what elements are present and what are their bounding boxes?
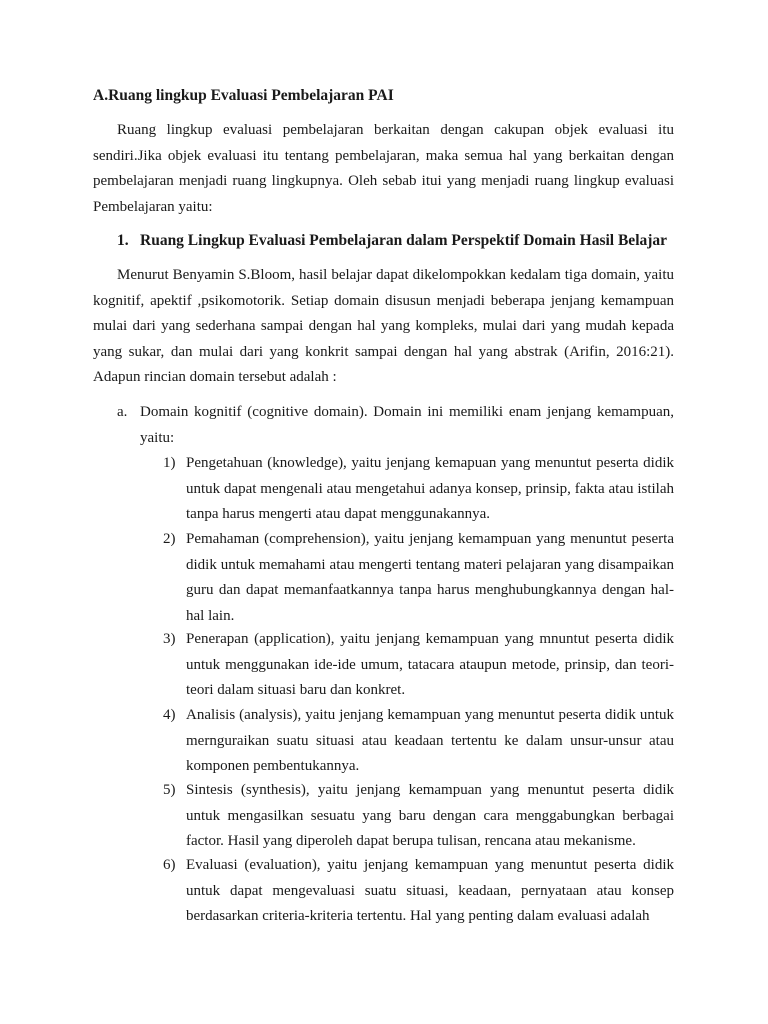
list-item <box>163 778 674 855</box>
list-item-text: Pemahaman (comprehension), yaitu jenjang kemampuan yang menuntut peserta didik untuk memahami atau mengerti tentang materi pelajaran yang disampaikan guru dan dapat memanfaatkannya tanpa harus menghubungkannya dengan hal-hal lain. <box>186 531 674 624</box>
list-item-text: Sintesis (synthesis), yaitu jenjang kemampuan yang menuntut peserta didik untuk mengasilkan sesuatu yang baru dengan cara menggabungkan berbagai factor. Hasil yang diperoleh dapat berupa tulisan, rencana atau mekanisme. <box>186 782 674 849</box>
subsection-title: Ruang Lingkup Evaluasi Pembelajaran dalam Perspektif Domain Hasil Belajar <box>140 232 668 249</box>
list-item <box>163 853 674 930</box>
bloom-paragraph: Menurut Benyamin S.Bloom, hasil belajar dapat dikelompokkan kedalam tiga domain, yaitu kognitif, apektif ,psikomotorik. Setiap domain disusun menjadi beberapa jenjang kemampuan mulai dari yang sederhana sampai dengan hal yang kompleks, mulai dari yang mudah kepada yang sukar, dan mulai dari yang konkrit sampai dengan hal yang abstrak (Arifin, 2016:21). Adapun rincian domain tersebut adalah : <box>93 267 674 385</box>
list-item-text: Domain kognitif (cognitive domain). Domain ini memiliki enam jenjang kemampuan, yaitu: <box>140 404 674 446</box>
list-item-text: Evaluasi (evaluation), yaitu jenjang kemampuan yang menuntut peserta didik untuk dapat mengevaluasi suatu situasi, keadaan, pernyataan atau konsep berdasarkan criteria-kriteria tertentu. Hal yang penting dalam evaluasi adalah <box>186 857 674 924</box>
list-marker: 2) <box>163 531 176 547</box>
list-marker: a. <box>117 404 128 420</box>
subsection-heading <box>117 232 667 250</box>
list-marker: 1) <box>163 455 176 471</box>
list-item-a <box>117 400 674 451</box>
list-marker: 4) <box>163 707 176 723</box>
list-item-text: Penerapan (application), yaitu jenjang kemampuan yang mnuntut peserta didik untuk menggunakan ide-ide umum, tatacara ataupun metode, prinsip, dan teori-teori dalam situasi baru dan konkret. <box>186 631 674 698</box>
list-marker: 5) <box>163 782 176 798</box>
list-marker: 3) <box>163 631 176 647</box>
list-item-text: Analisis (analysis), yaitu jenjang kemampuan yang menuntut peserta didik untuk mernguraikan suatu situasi atau keadaan tertentu ke dalam unsur-unsur atau komponen pembentukannya. <box>186 707 674 774</box>
list-item <box>163 527 674 629</box>
section-heading: A.Ruang lingkup Evaluasi Pembelajaran PAI <box>93 87 394 104</box>
list-item <box>163 451 674 528</box>
subsection-number: 1. <box>117 232 129 249</box>
list-item <box>163 627 674 704</box>
list-marker: 6) <box>163 857 176 873</box>
intro-paragraph: Ruang lingkup evaluasi pembelajaran berkaitan dengan cakupan objek evaluasi itu sendiri.Jika objek evaluasi itu tentang pembelajaran, maka semua hal yang berkaitan dengan pembelajaran menjadi ruang lingkupnya. Oleh sebab itui yang menjadi ruang lingkup evaluasi Pembelajaran yaitu: <box>93 122 674 215</box>
list-item <box>163 703 674 780</box>
list-item-text: Pengetahuan (knowledge), yaitu jenjang kemapuan yang menuntut peserta didik untuk dapat mengenali atau mengetahui adanya konsep, prinsip, fakta atau istilah tanpa harus mengerti atau dapat menggunakannya. <box>186 455 674 522</box>
